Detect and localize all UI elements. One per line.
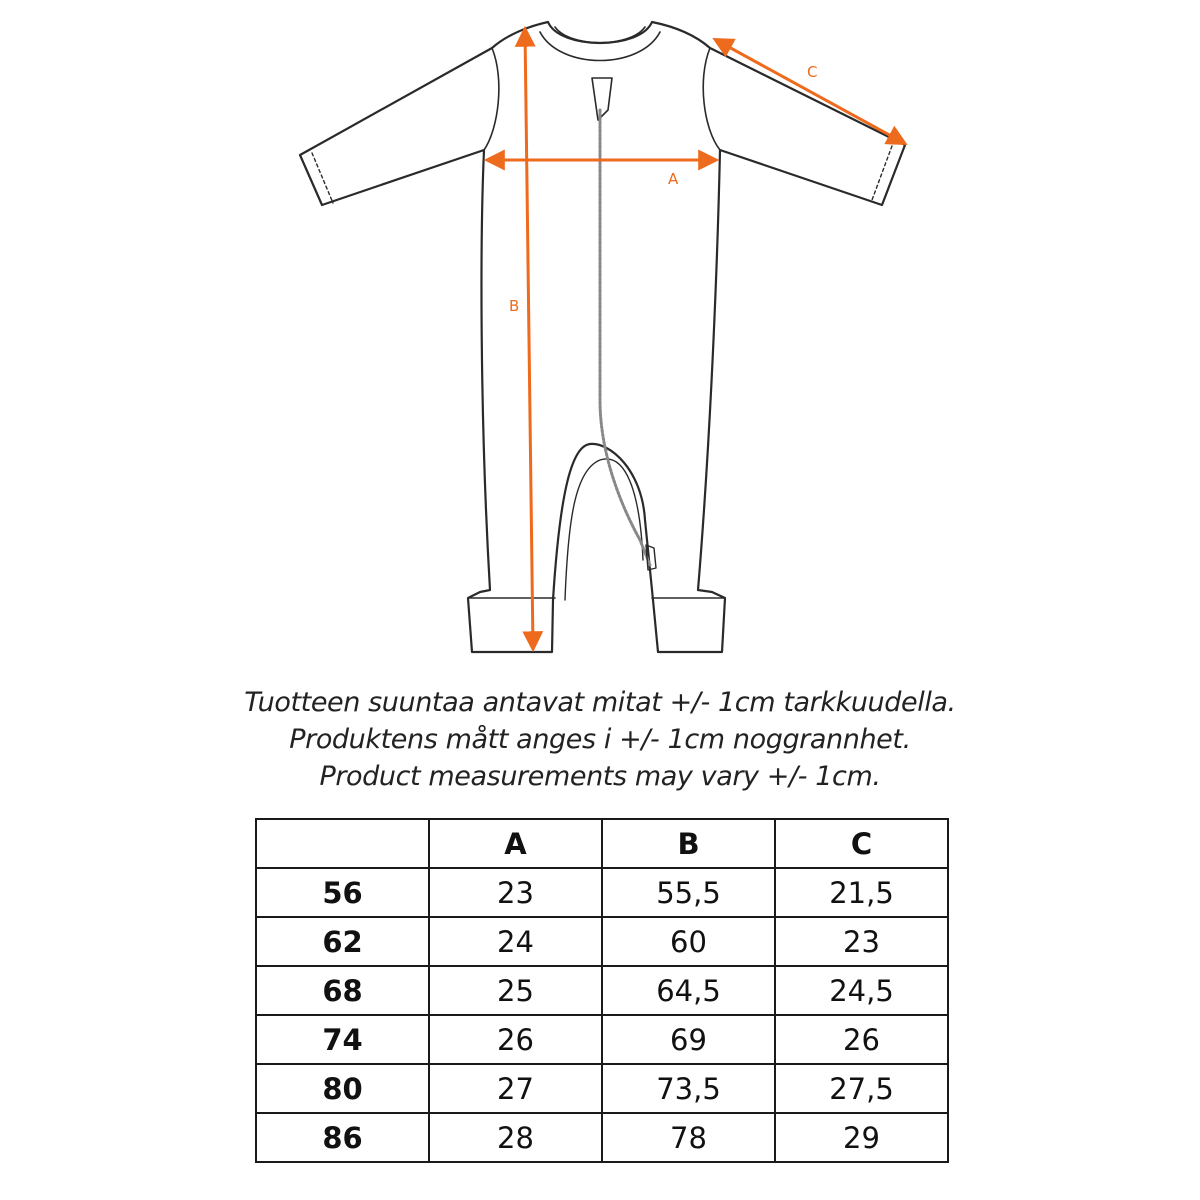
c-value-cell: 23 [775, 917, 948, 966]
c-value-cell: 27,5 [775, 1064, 948, 1113]
collar-line [555, 27, 645, 43]
a-value-cell: 25 [429, 966, 602, 1015]
dimension-b-label: B [509, 297, 520, 315]
measurement-disclaimer [0, 684, 1200, 795]
dimension-c-label: C [807, 63, 818, 81]
table-row [256, 1113, 948, 1162]
size-cell: 86 [256, 1113, 429, 1162]
header-size-cell [256, 819, 429, 868]
table-row [256, 1015, 948, 1064]
collar-flap [592, 78, 612, 120]
c-value-cell: 26 [775, 1015, 948, 1064]
table-row [256, 1064, 948, 1113]
table-row [256, 917, 948, 966]
table-row [256, 966, 948, 1015]
disclaimer-finnish: Tuotteen suuntaa antavat mitat +/- 1cm tarkkuudella. [244, 687, 956, 718]
right-sleeve-cuff [872, 146, 892, 200]
a-value-cell: 27 [429, 1064, 602, 1113]
header-c-cell: C [775, 819, 948, 868]
zipper-line [600, 110, 650, 565]
header-a-cell: A [429, 819, 602, 868]
c-value-cell: 29 [775, 1113, 948, 1162]
b-value-cell: 78 [602, 1113, 775, 1162]
a-value-cell: 23 [429, 868, 602, 917]
c-value-cell: 21,5 [775, 868, 948, 917]
a-value-cell: 24 [429, 917, 602, 966]
b-value-cell: 55,5 [602, 868, 775, 917]
header-b-cell: B [602, 819, 775, 868]
disclaimer-english: Product measurements may vary +/- 1cm. [319, 761, 881, 792]
table-header-row [256, 819, 948, 868]
dimension-c-arrow [716, 40, 904, 143]
b-value-cell: 73,5 [602, 1064, 775, 1113]
size-cell: 80 [256, 1064, 429, 1113]
left-sleeve-cuff [312, 153, 333, 203]
collar-band [540, 32, 660, 61]
b-value-cell: 60 [602, 917, 775, 966]
size-chart-table [255, 818, 949, 1163]
left-armhole-seam [484, 48, 499, 150]
romper-outline [300, 22, 905, 652]
size-cell: 74 [256, 1015, 429, 1064]
a-value-cell: 28 [429, 1113, 602, 1162]
size-cell: 68 [256, 966, 429, 1015]
disclaimer-swedish: Produktens mått anges i +/- 1cm noggrannhet. [289, 724, 911, 755]
b-value-cell: 69 [602, 1015, 775, 1064]
a-value-cell: 26 [429, 1015, 602, 1064]
size-cell: 56 [256, 868, 429, 917]
c-value-cell: 24,5 [775, 966, 948, 1015]
crotch-seam [565, 459, 643, 600]
size-cell: 62 [256, 917, 429, 966]
b-value-cell: 64,5 [602, 966, 775, 1015]
table-row [256, 868, 948, 917]
dimension-a-label: A [668, 170, 679, 188]
dimension-b-arrow [525, 30, 533, 648]
right-armhole-seam [703, 48, 720, 150]
